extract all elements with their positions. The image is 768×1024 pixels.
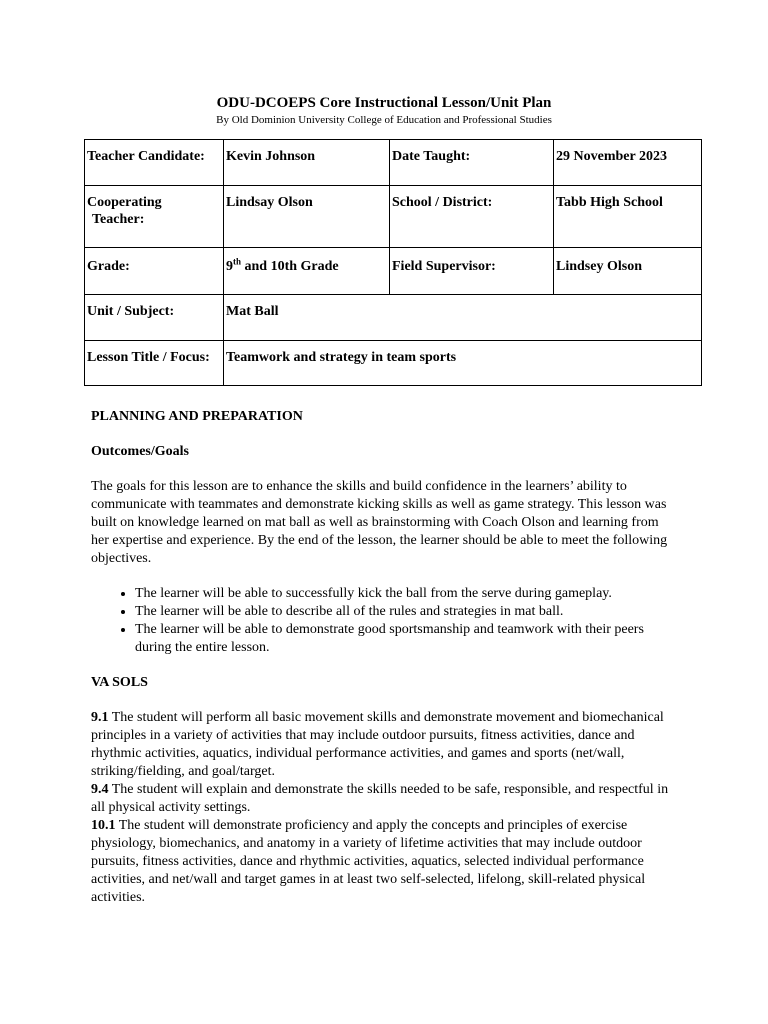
grade-value [224,248,390,295]
table-row [85,186,702,248]
outcomes-heading: Outcomes/Goals [91,444,189,459]
grade-value-rest: and 10th Grade [241,259,339,274]
table-row [85,248,702,295]
sol-text: The student will demonstrate proficiency and apply the concepts and principles of exercise physiology, biomechanics, and anatomy in a variety of lifetime activities that may include outdoor pursuits, fitness activities, dance and rhythmic activities, aquatics, selected individual performance activities, and net/wall and target games in at least two self-selected, lifelong, skill-related physical activities. [91,818,646,905]
school-district-value: Tabb High School [554,186,702,248]
lesson-title-value: Teamwork and strategy in team sports [224,341,702,386]
objectives-list [91,585,676,657]
table-row [85,295,702,341]
document-body [91,408,676,907]
teacher-candidate-value: Kevin Johnson [224,140,390,186]
cooperating-teacher-value: Lindsay Olson [224,186,390,248]
table-row [85,341,702,386]
cooperating-teacher-label [85,186,224,248]
va-sols-heading: VA SOLS [91,675,148,690]
school-district-label: School / District: [390,186,554,248]
sol-text: The student will explain and demonstrate the skills needed to be safe, responsible, and respectful in all physical activity settings. [91,782,669,815]
table-row [85,140,702,186]
date-taught-value: 29 November 2023 [554,140,702,186]
lesson-info-table [84,139,702,386]
cooperating-teacher-label-line2: Teacher: [92,212,145,227]
planning-heading: PLANNING AND PREPARATION [91,409,303,424]
unit-subject-label: Unit / Subject: [85,295,224,341]
sol-item-10-1 [91,817,676,907]
document-title: ODU-DCOEPS Core Instructional Lesson/Unit Plan [216,95,552,111]
grade-value-superscript: th [233,256,242,267]
unit-subject-value: Mat Ball [224,295,702,341]
teacher-candidate-label: Teacher Candidate: [85,140,224,186]
sol-text: The student will perform all basic movement skills and demonstrate movement and biomechanical principles in a variety of activities that may include outdoor pursuits, fitness activities, dance and rhythmic activities, aquatics, individual performance activities, and games and sports (net/wall, striking/fielding, and goal/target. [91,710,664,779]
list-item: • The learner will be able to successfully kick the ball from the serve during gameplay. [135,585,676,603]
field-supervisor-value: Lindsey Olson [554,248,702,295]
date-taught-label: Date Taught: [390,140,554,186]
field-supervisor-label: Field Supervisor: [390,248,554,295]
sol-number: 10.1 [91,818,116,833]
sol-number: 9.4 [91,782,109,797]
grade-label: Grade: [85,248,224,295]
lesson-title-label: Lesson Title / Focus: [85,341,224,386]
sol-item-9-1 [91,709,676,781]
document-subtitle: By Old Dominion University College of Education and Professional Studies [216,114,552,126]
list-item: • The learner will be able to demonstrate good sportsmanship and teamwork with their peers during the entire lesson. [135,621,676,657]
outcomes-paragraph: The goals for this lesson are to enhance the skills and build confidence in the learners’ ability to communicate with teammates and demonstrate kicking skills as well as game strategy. This lesson was built on knowledge learned on mat ball as well as brainstorming with Coach Olson and learning from her expertise and experience. By the end of the lesson, the learner should be able to meet the following objectives. [91,479,668,566]
grade-value-number: 9 [226,259,233,274]
sol-item-9-4 [91,781,676,817]
list-item: • The learner will be able to describe all of the rules and strategies in mat ball. [135,603,676,621]
sol-number: 9.1 [91,710,109,725]
cooperating-teacher-label-line1: Cooperating [87,195,162,210]
